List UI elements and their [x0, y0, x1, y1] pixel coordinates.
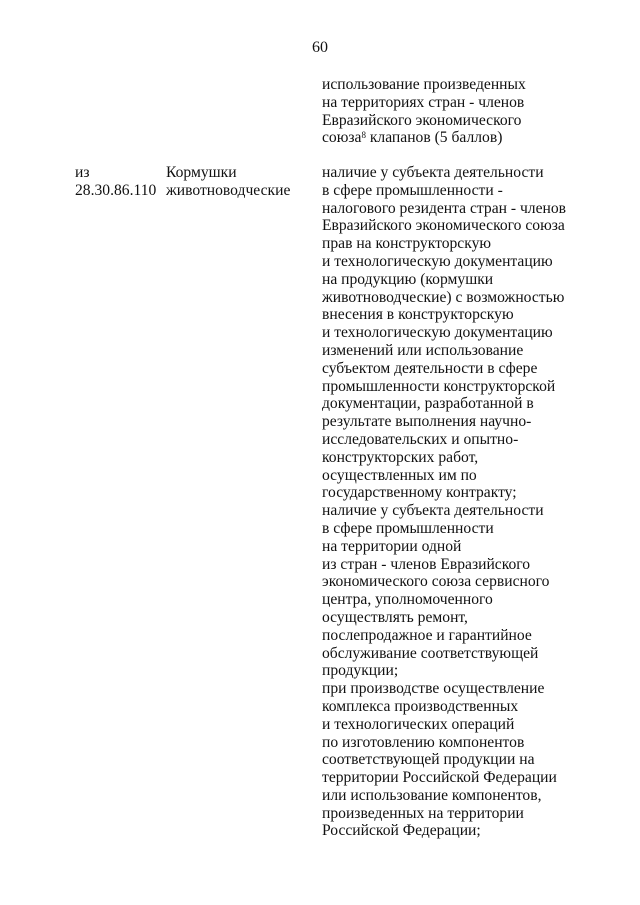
text-line: в сфере промышленности - [322, 181, 503, 199]
text-line: государственному контракту; [322, 484, 517, 502]
text-line: использование произведенных [322, 76, 526, 93]
text-line: продукции; [322, 662, 399, 680]
text-line: Евразийского экономического [322, 111, 522, 129]
requirements-cell [322, 164, 566, 840]
text-line: наличие у субъекта деятельности [322, 502, 544, 520]
text-line: центра, уполномоченного [322, 591, 493, 609]
text-fragment: союза [322, 129, 362, 147]
text-line: на территории одной [322, 537, 462, 555]
text-line: Российской Федерации; [322, 822, 481, 840]
text-line: налогового резидента стран - членов [322, 199, 567, 217]
text-line: Кормушки [166, 164, 237, 181]
text-line: исследовательских и опытно- [322, 430, 519, 448]
text-fragment: клапанов (5 баллов) [365, 129, 503, 147]
text-line: животноводческие [166, 181, 291, 199]
text-line: комплекса производственных [322, 697, 519, 715]
continuation-requirements [322, 76, 526, 147]
page-number: 60 [312, 39, 328, 56]
text-line: и технологическую документацию [322, 324, 553, 342]
text-line: наличие у субъекта деятельности [322, 164, 544, 181]
text-line: осуществлять ремонт, [322, 608, 468, 626]
text-line: Евразийского экономического союза [322, 217, 565, 235]
text-line: и технологическую документацию [322, 252, 553, 270]
text-line: на территориях стран - членов [322, 93, 525, 111]
product-code-cell [75, 164, 156, 200]
text-line-with-footnote [322, 129, 526, 147]
text-line: из [75, 164, 90, 181]
text-line: прав на конструкторскую [322, 235, 492, 253]
text-line: по изготовлению компонентов [322, 733, 525, 751]
text-line: результате выполнения научно- [322, 413, 532, 431]
text-line: субъектом деятельности в сфере [322, 359, 538, 377]
text-line: обслуживание соответствующей [322, 644, 539, 662]
text-line: осуществленных им по [322, 466, 477, 484]
text-line: животноводческие) с возможностью [322, 288, 565, 306]
text-line: конструкторских работ, [322, 448, 479, 466]
text-line: документации, разработанной в [322, 395, 534, 413]
text-line: в сфере промышленности [322, 519, 494, 537]
text-line: при производстве осуществление [322, 680, 545, 698]
text-line: и технологических операций [322, 715, 515, 733]
text-line: послепродажное и гарантийное [322, 626, 532, 644]
text-line: промышленности конструкторской [322, 377, 556, 395]
product-name-cell [166, 164, 290, 200]
text-line: из стран - членов Евразийского [322, 555, 531, 573]
text-line: соответствующей продукции на [322, 751, 535, 769]
text-line: изменений или использование [322, 341, 524, 359]
text-line: территории Российской Федерации [322, 769, 557, 787]
text-line: на продукцию (кормушки [322, 270, 494, 288]
text-line: произведенных на территории [322, 804, 524, 822]
footnote-mark: 8 [361, 130, 366, 141]
text-line: или использование компонентов, [322, 786, 542, 804]
text-line: экономического союза сервисного [322, 573, 550, 591]
text-line: 28.30.86.110 [75, 181, 157, 199]
text-line: внесения в конструкторскую [322, 306, 514, 324]
